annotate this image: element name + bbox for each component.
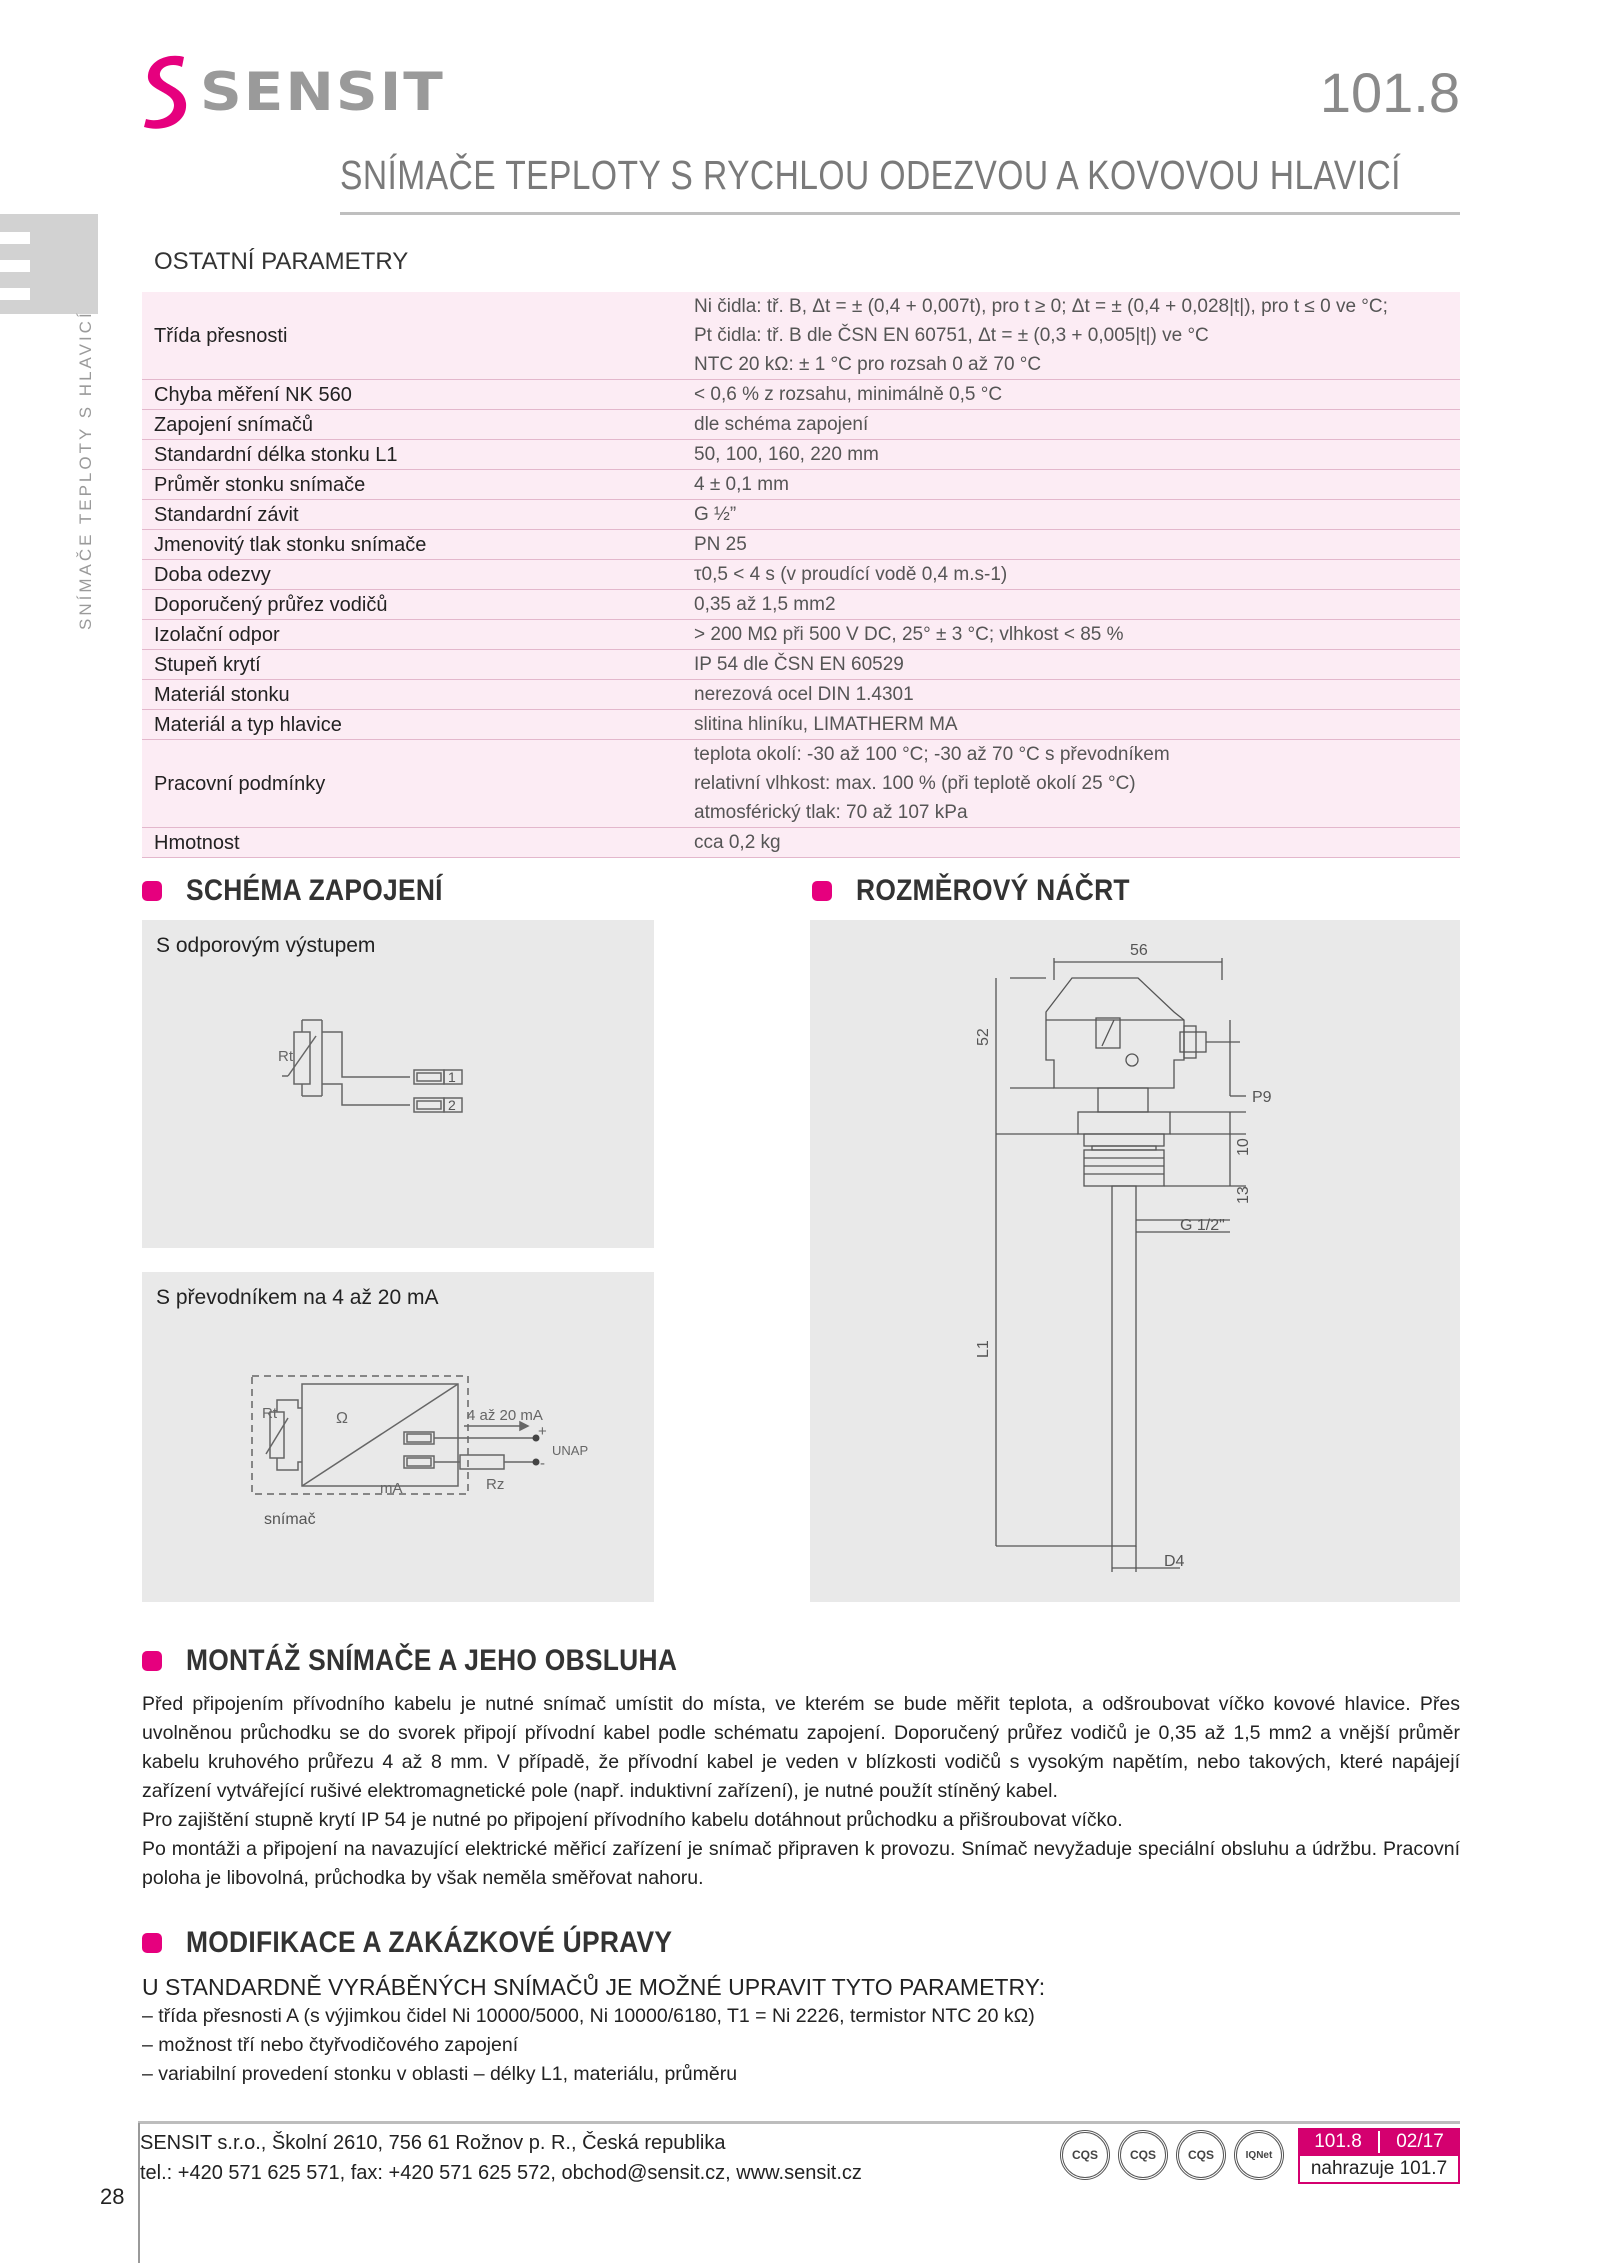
dimension-drawing-box: [810, 920, 1460, 1602]
param-value-line: Pt čidla: tř. B dle ČSN EN 60751, Δt = ± (0,3 + 0,005|t|) ve °C: [694, 325, 1209, 346]
param-label: Zapojení snímačů: [142, 410, 682, 440]
table-row: [142, 410, 1460, 440]
footer-divider: [138, 2121, 1460, 2124]
param-value: [682, 650, 1460, 680]
param-label: Doporučený průřez vodičů: [142, 590, 682, 620]
param-value-line: teplota okolí: -30 až 100 °C; -30 až 70 °C s převodníkem: [694, 744, 1170, 765]
mounting-paragraph-2: Pro zajištění stupně krytí IP 54 je nutné po připojení přívodního kabelu dotáhnout průchodku a přišroubovat víčko.: [142, 1809, 1123, 1831]
param-label: Pracovní podmínky: [142, 740, 682, 828]
version-date: 02/17: [1378, 2131, 1460, 2153]
brand-name: SENSIT: [200, 61, 445, 123]
dimension-drawing: [810, 920, 1460, 1602]
replaces-note: nahrazuje 101.7: [1298, 2156, 1460, 2184]
dim-13-label: 13: [1235, 1186, 1252, 1204]
current-range-label: 4 až 20 mA: [467, 1407, 543, 1424]
mounting-text: [142, 1690, 1460, 1893]
param-label: Izolační odpor: [142, 620, 682, 650]
terminal-2-label: 2: [448, 1097, 456, 1113]
param-value-line: cca 0,2 kg: [694, 832, 781, 853]
mounting-paragraph-3: Po montáži a připojení na navazující elektrické měřicí zařízení je snímač připraven k provozu. Snímač nevyžaduje speciální obsluhu a údržbu. Pracovní poloha je libovolná, průchodka by však neměla směřovat nahoru.: [142, 1838, 1460, 1889]
modifications-list: [142, 1972, 1460, 2089]
param-value: [682, 828, 1460, 858]
dim-d4-label: D4: [1164, 1553, 1185, 1570]
param-value: [682, 590, 1460, 620]
table-row: [142, 440, 1460, 470]
transmitter-rt-label: Rt: [262, 1405, 277, 1422]
plus-label: +: [538, 1423, 547, 1440]
table-row: [142, 650, 1460, 680]
param-label: Jmenovitý tlak stonku snímače: [142, 530, 682, 560]
param-value: [682, 440, 1460, 470]
resistive-wiring-diagram: [142, 920, 654, 1248]
param-value: [682, 380, 1460, 410]
param-value-line: nerezová ocel DIN 1.4301: [694, 684, 914, 705]
title-divider: [340, 212, 1460, 215]
modifications-title: MODIFIKACE A ZAKÁZKOVÉ ÚPRAVY: [186, 1926, 673, 1959]
modification-item: – variabilní provedení stonku v oblasti – délky L1, materiálu, průměru: [142, 2063, 738, 2085]
param-value-line: dle schéma zapojení: [694, 414, 869, 435]
dim-10-label: 10: [1235, 1138, 1252, 1156]
page-number: 28: [100, 2184, 125, 2209]
param-value-line: Ni čidla: tř. B, Δt = ± (0,4 + 0,007t), pro t ≥ 0; Δt = ± (0,4 + 0,028|t|), pro t ≤ 0 ve °C;: [694, 296, 1388, 317]
sensit-logo: [140, 52, 445, 132]
param-value-line: atmosférický tlak: 70 až 107 kPa: [694, 802, 968, 823]
table-row: [142, 710, 1460, 740]
transmitter-wiring-diagram: [142, 1272, 654, 1602]
side-section-label: SNÍMAČE TEPLOTY S HLAVICÍ: [76, 310, 95, 630]
param-value: [682, 560, 1460, 590]
param-label: Materiál stonku: [142, 680, 682, 710]
modification-item: – možnost tří nebo čtyřvodičového zapojení: [142, 2034, 519, 2056]
minus-label: -: [540, 1455, 545, 1472]
table-row: [142, 620, 1460, 650]
section-bullet-icon: [812, 881, 832, 901]
ma-label: mA: [380, 1480, 403, 1497]
address-line-1: SENSIT s.r.o., Školní 2610, 756 61 Rožnov p. R., Česká republika: [140, 2132, 726, 2154]
table-row: [142, 560, 1460, 590]
param-value-line: τ0,5 < 4 s (v proudící vodě 0,4 m.s-1): [694, 564, 1008, 585]
dimensions-section-header: [812, 874, 1167, 908]
omega-label: Ω: [336, 1410, 348, 1427]
param-value: [682, 740, 1460, 828]
dim-l1-label: L1: [975, 1340, 992, 1358]
certification-logos: [1060, 2130, 1284, 2180]
modification-item: – třída přesnosti A (s výjimkou čidel Ni 10000/5000, Ni 10000/6180, T1 = Ni 2226, termistor NTC 20 kΩ): [142, 2005, 1035, 2027]
dimensions-title: ROZMĚROVÝ NÁČRT: [856, 874, 1130, 907]
modifications-subheading: U STANDARDNĚ VYRÁBĚNÝCH SNÍMAČŮ JE MOŽNÉ UPRAVIT TYTO PARAMETRY:: [142, 1974, 1046, 2000]
params-heading: OSTATNÍ PARAMETRY: [154, 248, 409, 275]
param-value-line: relativní vlhkost: max. 100 % (při teplotě okolí 25 °C): [694, 773, 1136, 794]
rt-label: Rt: [278, 1048, 293, 1065]
sensit-s-icon: [140, 53, 192, 131]
dim-52-label: 52: [975, 1028, 992, 1046]
cqs-cert-icon: CQS: [1118, 2130, 1168, 2180]
param-value: [682, 710, 1460, 740]
dim-p9-label: P9: [1252, 1089, 1272, 1106]
sensor-label: snímač: [264, 1511, 316, 1528]
section-bullet-icon: [142, 881, 162, 901]
param-value: [682, 500, 1460, 530]
table-row: [142, 828, 1460, 858]
param-value-line: slitina hliníku, LIMATHERM MA: [694, 714, 958, 735]
param-value-line: 4 ± 0,1 mm: [694, 474, 789, 495]
cqs-cert-icon: CQS: [1060, 2130, 1110, 2180]
version-number: 101.8: [1314, 2131, 1362, 2152]
version-box: [1298, 2128, 1460, 2184]
params-table: [142, 292, 1460, 858]
footer-address: [140, 2128, 862, 2188]
wiring-resistive-label: S odporovým výstupem: [156, 934, 376, 957]
param-label: Chyba měření NK 560: [142, 380, 682, 410]
table-row: [142, 680, 1460, 710]
param-value: [682, 620, 1460, 650]
param-value: [682, 530, 1460, 560]
param-value: [682, 292, 1460, 380]
param-label: Průměr stonku snímače: [142, 470, 682, 500]
param-value-line: NTC 20 kΩ: ± 1 °C pro rozsah 0 až 70 °C: [694, 354, 1042, 375]
table-row: [142, 380, 1460, 410]
section-bullet-icon: [142, 1651, 162, 1671]
rz-label: Rz: [486, 1476, 505, 1493]
side-tab-marker: [0, 214, 98, 314]
param-label: Standardní délka stonku L1: [142, 440, 682, 470]
param-value-line: IP 54 dle ČSN EN 60529: [694, 654, 904, 675]
mounting-section-header: [142, 1644, 744, 1678]
param-label: Hmotnost: [142, 828, 682, 858]
table-row: [142, 590, 1460, 620]
table-row: [142, 500, 1460, 530]
wiring-resistive-box: [142, 920, 654, 1248]
table-row: [142, 740, 1460, 828]
cqs-cert-icon: CQS: [1176, 2130, 1226, 2180]
table-row: [142, 530, 1460, 560]
param-value-line: PN 25: [694, 534, 747, 555]
section-bullet-icon: [142, 1933, 162, 1953]
param-label: Stupeň krytí: [142, 650, 682, 680]
document-number: 101.8: [1319, 61, 1460, 124]
iqnet-cert-icon: IQNet: [1234, 2130, 1284, 2180]
param-label: Standardní závit: [142, 500, 682, 530]
supply-voltage-label: UNAP: [552, 1443, 589, 1458]
terminal-1-label: 1: [448, 1069, 456, 1085]
param-label: Třída přesnosti: [142, 292, 682, 380]
wiring-transmitter-box: [142, 1272, 654, 1602]
mounting-paragraph-1: Před připojením přívodního kabelu je nutné snímač umístit do místa, ve kterém se bude měřit teplota, a odšroubovat víčko kovové hlavice. Přes uvolněnou průchodku se do svorek připojí přívodní kabel podle schématu zapojení. Doporučený průřez vodičů je 0,35 až 1,5 mm2 a vnější průměr kabelu kruhového průřezu 4 až 8 mm. V případě, že přívodní kabel je veden v blízkosti vodičů s vysokým napětím, nebo takových, které napájejí zařízení vytvářející rušivé elektromagnetické pole (např. induktivní zařízení), je nutné použít stíněný kabel.: [142, 1693, 1460, 1802]
param-value: [682, 470, 1460, 500]
mounting-title: MONTÁŽ SNÍMAČE A JEHO OBSLUHA: [186, 1644, 678, 1677]
param-value-line: 0,35 až 1,5 mm2: [694, 594, 836, 615]
table-row: [142, 292, 1460, 380]
wiring-section-header: [142, 874, 478, 908]
table-row: [142, 470, 1460, 500]
param-value: [682, 680, 1460, 710]
param-value: [682, 410, 1460, 440]
modifications-section-header: [142, 1926, 739, 1960]
param-value-line: > 200 MΩ při 500 V DC, 25° ± 3 °C; vlhkost < 85 %: [694, 624, 1124, 645]
param-value-line: < 0,6 % z rozsahu, minimálně 0,5 °C: [694, 384, 1003, 405]
param-value-line: G ½”: [694, 504, 737, 525]
dim-56-label: 56: [1130, 942, 1148, 959]
param-value-line: 50, 100, 160, 220 mm: [694, 444, 879, 465]
param-label: Doba odezvy: [142, 560, 682, 590]
param-label: Materiál a typ hlavice: [142, 710, 682, 740]
wiring-title: SCHÉMA ZAPOJENÍ: [186, 874, 443, 907]
address-line-2: tel.: +420 571 625 571, fax: +420 571 625 572, obchod@sensit.cz, www.sensit.cz: [140, 2162, 862, 2184]
thread-label: G 1/2": [1180, 1217, 1225, 1234]
page-title: SNÍMAČE TEPLOTY S RYCHLOU ODEZVOU A KOVOVOU HLAVICÍ: [340, 152, 1401, 198]
wiring-transmitter-label: S převodníkem na 4 až 20 mA: [156, 1286, 439, 1309]
